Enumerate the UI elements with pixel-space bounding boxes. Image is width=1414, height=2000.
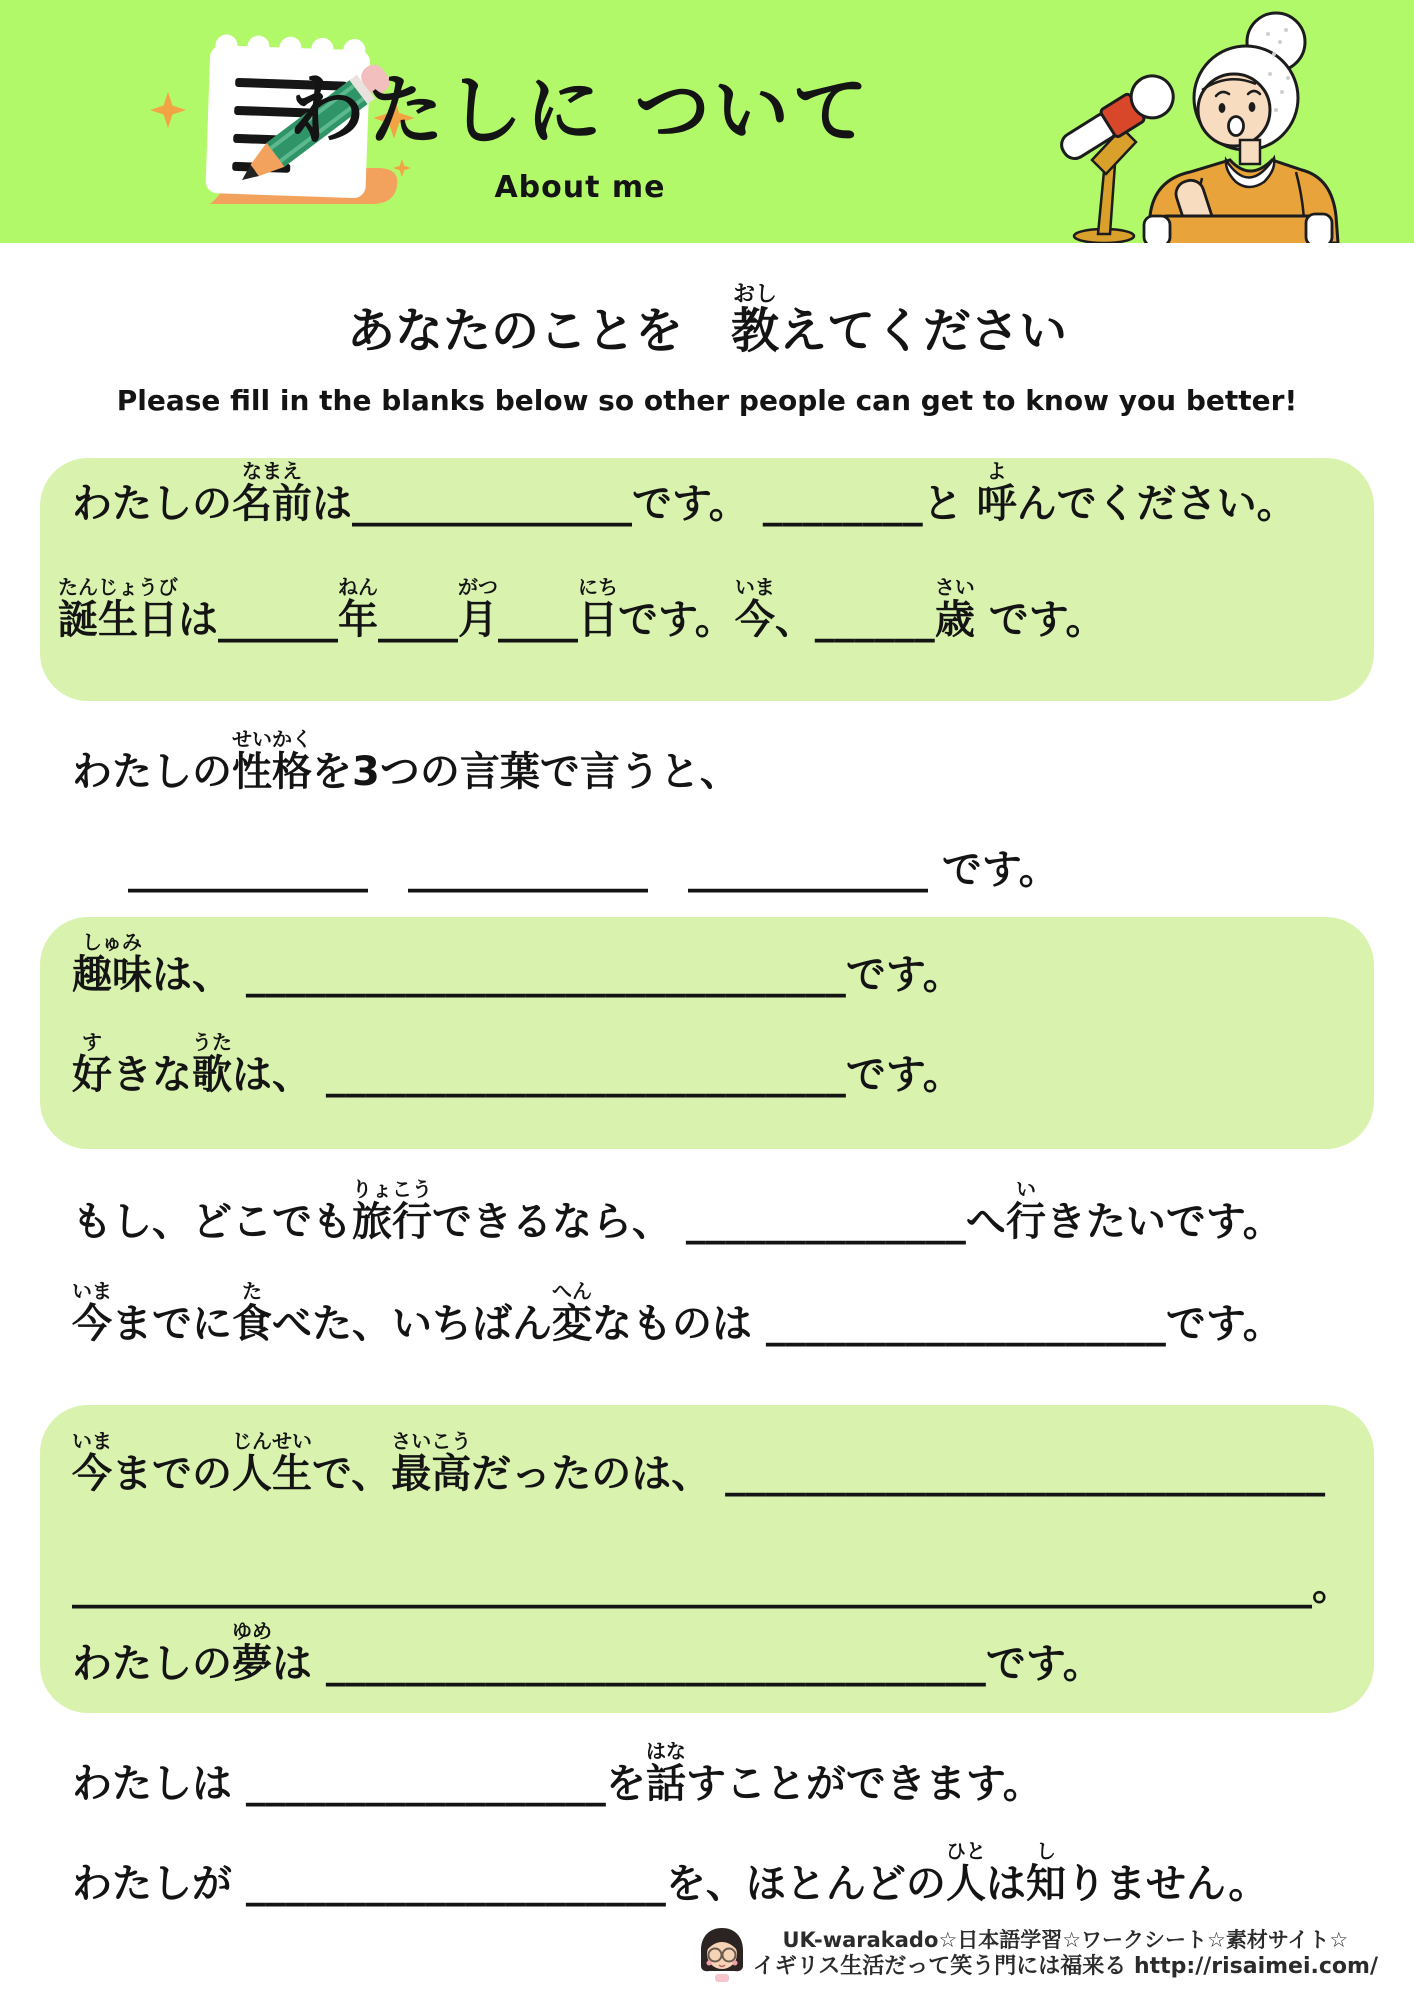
line-favorite-song: 好すきな歌うたは、 __________________________です。	[72, 1030, 963, 1098]
line-personality: わたしの性格せいかくを3つの言葉で言うと、	[72, 727, 740, 795]
line-language: わたしは __________________を話はなすことができます。	[72, 1739, 1043, 1807]
line-hobby: 趣味しゅみは、 ______________________________です。	[72, 930, 963, 998]
intro-heading: あなたのことを 教おしえてください	[346, 282, 1068, 359]
page-title: わたしに ついて	[288, 66, 872, 155]
line-personality-blanks: ____________ ____________ ____________ です。	[128, 847, 1059, 893]
credit-line-1: UK-warakado☆日本語学習☆ワークシート☆素材サイト☆	[782, 1928, 1349, 1953]
line-weird-food: 今いままでに食たべた、いちばん変へんなものは ____________________です。	[72, 1279, 1283, 1347]
intro-instructions-en: Please fill in the blanks below so other people can get to know you better!	[116, 384, 1298, 417]
header-banner	[0, 0, 1414, 243]
author-avatar-icon	[697, 1926, 747, 1982]
page-subtitle-en: About me	[494, 170, 666, 205]
line-best-life-moment: 今いままでの人生じんせいで、最高さいこうだったのは、 ______________________________	[72, 1429, 1326, 1497]
line-best-life-continuation: ______________________________________________________________。	[72, 1563, 1352, 1609]
speaker-woman-illustration	[1044, 10, 1344, 243]
credit-line-2: イギリス生活だって笑う門には福来る http://risaimei.com/	[752, 1954, 1378, 1980]
line-dream: わたしの夢ゆめは _________________________________です。	[72, 1619, 1103, 1687]
line-name: わたしの名前なまえは______________です。 ________と 呼よんでください。	[72, 459, 1297, 527]
credit-text	[753, 1927, 1378, 1981]
footer-credit	[697, 1926, 1378, 1982]
line-birthday: 誕生日たんじょうびは______年ねん____月がつ____日にちです。今いま、______歳さい です。	[58, 575, 1106, 643]
line-travel: もし、どこでも旅行りょこうできるなら、 ______________へ行いきたいです。	[72, 1177, 1283, 1245]
line-secret: わたしが _____________________を、ほとんどの人ひとは知しりません。	[72, 1839, 1269, 1907]
